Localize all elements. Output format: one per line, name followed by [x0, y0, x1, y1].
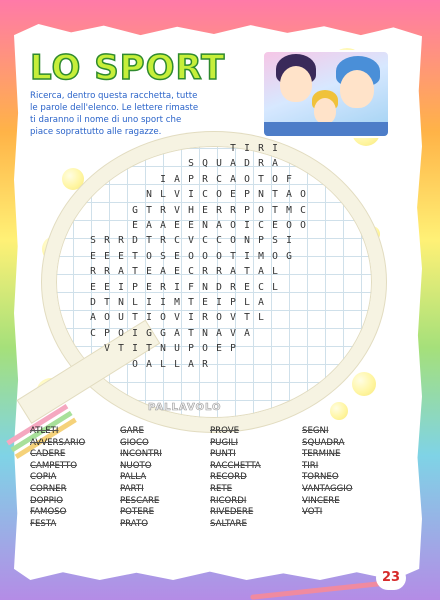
grid-letter[interactable]: N	[202, 220, 208, 231]
grid-letter[interactable]: T	[230, 143, 236, 154]
grid-letter[interactable]: L	[244, 297, 250, 308]
grid-letter[interactable]: E	[188, 220, 194, 231]
grid-letter[interactable]: P	[244, 189, 250, 201]
grid-letter[interactable]: A	[160, 220, 166, 231]
grid-letter[interactable]: R	[160, 204, 166, 216]
grid-letter[interactable]: Q	[202, 158, 208, 170]
grid-letter[interactable]: N	[146, 189, 152, 201]
grid-letter[interactable]: T	[132, 266, 138, 278]
grid-letter[interactable]: O	[272, 173, 278, 185]
grid-letter[interactable]: T	[132, 250, 138, 262]
grid-letter[interactable]: O	[258, 204, 264, 216]
word-list-item: ATLETI	[30, 426, 59, 436]
grid-letter[interactable]: C	[258, 220, 264, 231]
word-list-item: TORNEO	[302, 472, 339, 483]
word-list-item: DOPPIO	[30, 495, 64, 506]
grid-letter[interactable]: I	[286, 235, 292, 247]
word-list-item: CAMPETTO	[30, 460, 78, 471]
word-list-item: INCONTRI	[120, 449, 162, 460]
grid-letter[interactable]: P	[230, 343, 236, 355]
grid-letter[interactable]: N	[244, 235, 250, 247]
grid-letter[interactable]: I	[272, 143, 278, 154]
grid-letter[interactable]: F	[286, 173, 292, 185]
grid-letter[interactable]: M	[258, 250, 264, 262]
grid-letter[interactable]: O	[188, 250, 194, 262]
grid-letter[interactable]: T	[118, 343, 124, 355]
word-list-column	[30, 426, 85, 530]
grid-letter[interactable]: I	[160, 297, 166, 308]
grid-letter[interactable]: A	[174, 173, 180, 185]
grid-letter[interactable]: C	[216, 235, 222, 247]
grid-letter[interactable]: V	[174, 312, 180, 324]
word-list-item: PARTI	[120, 483, 144, 494]
grid-letter[interactable]: R	[90, 266, 96, 278]
grid-letter[interactable]: M	[286, 204, 292, 216]
grid-letter[interactable]: C	[188, 266, 194, 278]
grid-letter[interactable]: A	[216, 327, 222, 339]
grid-letter[interactable]: I	[174, 281, 180, 293]
grid-letter[interactable]: C	[174, 235, 180, 247]
grid-letter[interactable]: R	[216, 266, 222, 278]
grid-letter[interactable]: E	[174, 266, 180, 278]
grid-letter[interactable]: R	[202, 312, 208, 324]
grid-letter[interactable]: I	[160, 173, 166, 185]
grid-letter[interactable]: L	[258, 312, 264, 324]
grid-letter[interactable]: O	[202, 250, 208, 262]
grid-letter[interactable]: O	[300, 189, 306, 201]
grid-letter[interactable]: A	[160, 266, 166, 278]
grid-letter[interactable]: I	[188, 312, 194, 324]
grid-letter[interactable]: O	[300, 220, 306, 231]
grid-letter[interactable]: L	[132, 297, 138, 308]
grid-letter[interactable]: V	[188, 235, 194, 247]
grid-letter[interactable]: T	[188, 327, 194, 339]
grid-letter[interactable]: N	[258, 189, 264, 201]
grid-letter[interactable]: A	[146, 358, 152, 370]
grid-letter[interactable]: O	[230, 235, 236, 247]
grid-letter[interactable]: T	[230, 250, 236, 262]
grid-letter[interactable]: O	[146, 250, 152, 262]
word-list-item: CORNER	[30, 483, 67, 494]
grid-letter[interactable]: R	[216, 204, 222, 216]
grid-letter[interactable]: T	[244, 312, 250, 324]
grid-letter[interactable]: E	[202, 297, 208, 308]
grid-letter[interactable]: O	[216, 250, 222, 262]
grid-letter[interactable]: E	[174, 220, 180, 231]
grid-letter[interactable]: O	[272, 250, 278, 262]
grid-letter[interactable]: A	[272, 158, 278, 170]
grid-letter[interactable]: R	[230, 204, 236, 216]
word-list-item: AVVERSARIO	[30, 437, 86, 448]
grid-letter[interactable]: O	[118, 327, 124, 339]
word-list-item: FESTA	[30, 518, 57, 529]
grid-letter[interactable]: A	[230, 266, 236, 278]
grid-letter[interactable]: A	[258, 297, 264, 308]
grid-letter[interactable]: A	[230, 158, 236, 170]
word-list-item: COPIA	[30, 472, 57, 483]
grid-letter[interactable]: T	[132, 312, 138, 324]
grid-letter[interactable]: D	[90, 297, 96, 308]
grid-letter[interactable]: I	[118, 281, 124, 293]
grid-letter[interactable]: A	[230, 173, 236, 185]
page-title: LO SPORT	[30, 48, 226, 88]
grid-letter[interactable]: C	[202, 189, 208, 201]
grid-letter[interactable]: O	[160, 312, 166, 324]
grid-letter[interactable]: T	[258, 173, 264, 185]
grid-letter[interactable]: V	[230, 327, 236, 339]
grid-letter[interactable]: E	[104, 281, 110, 293]
grid-letter[interactable]: D	[216, 281, 222, 293]
grid-letter[interactable]: P	[188, 343, 194, 355]
grid-letter[interactable]: P	[258, 235, 264, 247]
grid-letter[interactable]: E	[230, 189, 236, 201]
grid-letter[interactable]: V	[230, 312, 236, 324]
word-list-item: RICORDI	[210, 495, 247, 506]
grid-letter[interactable]: E	[146, 266, 152, 278]
grid-letter[interactable]: I	[146, 297, 152, 308]
grid-letter[interactable]: I	[188, 189, 194, 201]
grid-letter[interactable]: P	[104, 327, 110, 339]
grid-letter[interactable]: E	[146, 281, 152, 293]
grid-letter[interactable]: R	[118, 235, 124, 247]
grid-letter[interactable]: E	[244, 281, 250, 293]
grid-letter[interactable]: O	[132, 358, 138, 370]
page-number: 23	[376, 566, 406, 590]
grid-letter[interactable]: I	[132, 327, 138, 339]
word-list-item: VANTAGGIO	[302, 483, 353, 494]
grid-letter[interactable]: R	[202, 266, 208, 278]
word-list-item: FAMOSO	[30, 507, 67, 518]
grid-letter[interactable]: E	[174, 250, 180, 262]
word-list-item: PUNTI	[210, 449, 236, 460]
grid-letter[interactable]: E	[216, 343, 222, 355]
grid-letter[interactable]: C	[90, 327, 96, 339]
grid-letter[interactable]: G	[132, 204, 138, 216]
grid-letter[interactable]: P	[132, 281, 138, 293]
grid-letter[interactable]: O	[286, 220, 292, 231]
word-list-item: TIRI	[302, 460, 319, 471]
grid-letter[interactable]: T	[188, 297, 194, 308]
word-list-item: GIOCO	[120, 437, 149, 448]
word-list-item: NUOTO	[120, 460, 152, 471]
grid-letter[interactable]: T	[146, 343, 152, 355]
instructions-text: Ricerca, dentro questa racchetta, tutte le parole dell'elenco. Le lettere rimaste ti daranno il nome di uno sport che piace soprattutto alle ragazze.	[30, 91, 199, 137]
word-list-item: SALTARE	[210, 518, 247, 529]
grid-letter[interactable]: I	[244, 143, 250, 154]
grid-letter[interactable]: U	[174, 343, 180, 355]
grid-letter[interactable]: A	[90, 312, 96, 324]
word-list-item: PESCARE	[120, 495, 160, 506]
grid-letter[interactable]: A	[216, 220, 222, 231]
grid-letter[interactable]: A	[146, 220, 152, 231]
grid-letter[interactable]: C	[258, 281, 264, 293]
grid-letter[interactable]: I	[244, 220, 250, 231]
grid-letter[interactable]: A	[244, 327, 250, 339]
grid-letter[interactable]: T	[244, 266, 250, 278]
word-list-item: RECORD	[210, 472, 247, 483]
grid-letter[interactable]: U	[216, 158, 222, 170]
grid-letter[interactable]: V	[174, 189, 180, 201]
word-list-item: SEGNI	[302, 426, 329, 436]
grid-letter[interactable]: D	[132, 235, 138, 247]
grid-letter[interactable]: L	[160, 189, 166, 201]
grid-letter[interactable]: R	[104, 266, 110, 278]
grid-letter[interactable]: V	[104, 343, 110, 355]
grid-letter[interactable]: E	[90, 250, 96, 262]
grid-letter[interactable]: T	[272, 189, 278, 201]
grid-letter[interactable]: L	[272, 281, 278, 293]
grid-letter[interactable]: R	[202, 358, 208, 370]
grid-letter[interactable]: E	[132, 220, 138, 231]
grid-letter[interactable]: P	[188, 173, 194, 185]
grid-letter[interactable]: O	[216, 189, 222, 201]
grid-letter[interactable]: U	[118, 312, 124, 324]
bubble-decoration	[352, 372, 376, 396]
grid-letter[interactable]: R	[104, 235, 110, 247]
word-list-item: PALLA	[120, 472, 147, 483]
grid-letter[interactable]: P	[244, 204, 250, 216]
grid-letter[interactable]: G	[146, 327, 152, 339]
grid-letter[interactable]: R	[160, 235, 166, 247]
word-list-item: GARE	[120, 426, 144, 436]
answer-word: PALLAVOLO	[148, 402, 222, 413]
grid-letter[interactable]: O	[104, 312, 110, 324]
grid-letter[interactable]: A	[188, 358, 194, 370]
grid-letter[interactable]: R	[258, 158, 264, 170]
word-list-column	[120, 426, 162, 530]
grid-letter[interactable]: A	[258, 266, 264, 278]
grid-letter[interactable]: I	[146, 312, 152, 324]
grid-letter[interactable]: S	[160, 250, 166, 262]
word-list-item: TERMINE	[302, 449, 341, 460]
word-list-item: SQUADRA	[302, 437, 345, 448]
grid-letter[interactable]: O	[202, 343, 208, 355]
grid-letter[interactable]: R	[230, 281, 236, 293]
grid-letter[interactable]: F	[188, 281, 194, 293]
word-list-item: RACCHETTA	[210, 460, 261, 471]
grid-letter[interactable]: E	[118, 250, 124, 262]
grid-letter[interactable]: N	[160, 343, 166, 355]
word-list-item: CADERE	[30, 449, 66, 460]
grid-letter[interactable]: A	[174, 327, 180, 339]
grid-letter[interactable]: N	[118, 297, 124, 308]
word-list-item: RIVEDERE	[210, 507, 254, 518]
grid-letter[interactable]: T	[104, 297, 110, 308]
grid-letter[interactable]: C	[216, 173, 222, 185]
grid-letter[interactable]: V	[174, 204, 180, 216]
word-list-column	[302, 426, 353, 519]
grid-letter[interactable]: O	[216, 312, 222, 324]
word-list-item: PUGILI	[210, 437, 238, 448]
grid-letter[interactable]: C	[300, 204, 306, 216]
grid-letter[interactable]: O	[230, 220, 236, 231]
grid-letter[interactable]: P	[230, 297, 236, 308]
grid-letter[interactable]: T	[272, 204, 278, 216]
word-list-column	[210, 426, 261, 530]
grid-letter[interactable]: E	[202, 204, 208, 216]
grid-letter[interactable]: E	[90, 281, 96, 293]
grid-letter[interactable]: A	[286, 189, 292, 201]
grid-letter[interactable]: R	[202, 173, 208, 185]
grid-letter[interactable]: M	[174, 297, 180, 308]
grid-letter[interactable]: S	[188, 158, 194, 170]
word-list-item: RETE	[210, 483, 233, 494]
grid-letter[interactable]: E	[104, 250, 110, 262]
grid-letter[interactable]: L	[174, 358, 180, 370]
bubble-decoration	[330, 402, 348, 420]
grid-letter[interactable]: N	[202, 281, 208, 293]
grid-letter[interactable]: T	[146, 204, 152, 216]
word-list-item: VOTI	[302, 507, 323, 518]
word-list-item: POTERE	[120, 507, 155, 518]
grid-letter[interactable]: N	[202, 327, 208, 339]
word-list-item: VINCERE	[302, 495, 340, 506]
grid-letter[interactable]: G	[286, 250, 292, 262]
grid-letter[interactable]: L	[272, 266, 278, 278]
grid-letter[interactable]: S	[272, 235, 278, 247]
grid-letter[interactable]: I	[132, 343, 138, 355]
word-list-item: PROVE	[210, 426, 240, 436]
illustration-characters	[262, 50, 390, 138]
grid-letter[interactable]: T	[146, 235, 152, 247]
grid-letter[interactable]: R	[160, 281, 166, 293]
grid-letter[interactable]: G	[160, 327, 166, 339]
grid-letter[interactable]: O	[244, 173, 250, 185]
grid-letter[interactable]: D	[244, 158, 250, 170]
grid-letter[interactable]: A	[118, 266, 124, 278]
grid-letter[interactable]: C	[202, 235, 208, 247]
grid-letter[interactable]: S	[90, 235, 96, 247]
grid-letter[interactable]: R	[258, 143, 264, 154]
grid-letter[interactable]: E	[272, 220, 278, 231]
grid-letter[interactable]: I	[244, 250, 250, 262]
grid-letter[interactable]: L	[160, 358, 166, 370]
grid-letter[interactable]: I	[216, 297, 222, 308]
grid-letter[interactable]: H	[188, 204, 194, 216]
word-list-item: PRATO	[120, 518, 149, 529]
